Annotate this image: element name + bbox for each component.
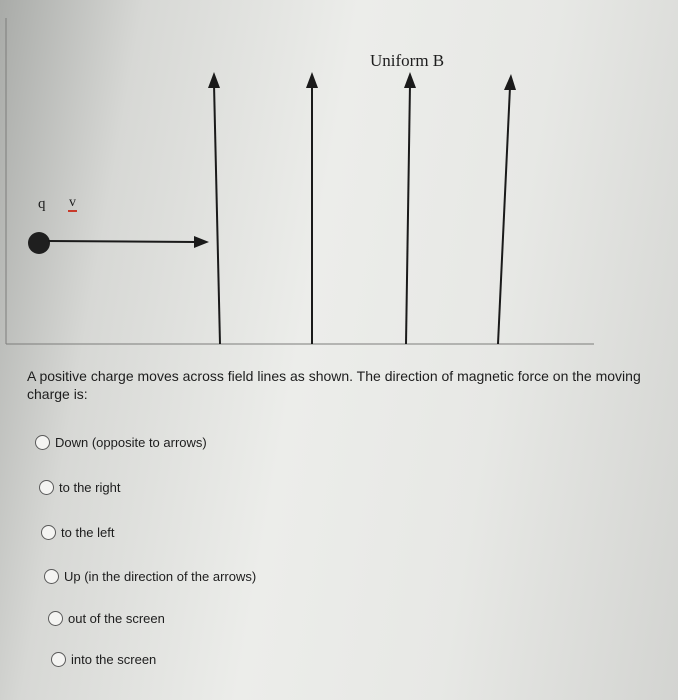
- radio-button[interactable]: [35, 435, 50, 450]
- option-label: into the screen: [71, 652, 157, 667]
- option-label: Down (opposite to arrows): [55, 435, 207, 450]
- field-line-3: [404, 72, 416, 344]
- option-into-screen[interactable]: [51, 652, 156, 667]
- field-line-1: [208, 72, 220, 344]
- radio-button[interactable]: [41, 525, 56, 540]
- option-label: to the left: [61, 525, 115, 540]
- radio-button[interactable]: [51, 652, 66, 667]
- charge-dot: [28, 232, 50, 254]
- field-title: Uniform B: [370, 51, 445, 70]
- field-line-2: [306, 72, 318, 344]
- charge-label: q: [38, 196, 46, 212]
- radio-button[interactable]: [48, 611, 63, 626]
- option-label: Up (in the direction of the arrows): [64, 569, 257, 584]
- velocity-label: v: [69, 195, 76, 210]
- option-right[interactable]: [39, 480, 120, 495]
- radio-button[interactable]: [39, 480, 54, 495]
- radio-button[interactable]: [44, 569, 59, 584]
- velocity-arrow: [48, 236, 209, 248]
- option-label: to the right: [59, 480, 121, 495]
- option-label: out of the screen: [68, 611, 165, 626]
- option-left[interactable]: [41, 525, 114, 540]
- field-line-4: [498, 74, 516, 344]
- question-text: A positive charge moves across field lines as shown. The direction of magnetic force on the moving charge is:: [27, 368, 641, 402]
- option-down[interactable]: [35, 435, 207, 450]
- option-out-of-screen[interactable]: [48, 611, 165, 626]
- option-up[interactable]: [44, 569, 256, 584]
